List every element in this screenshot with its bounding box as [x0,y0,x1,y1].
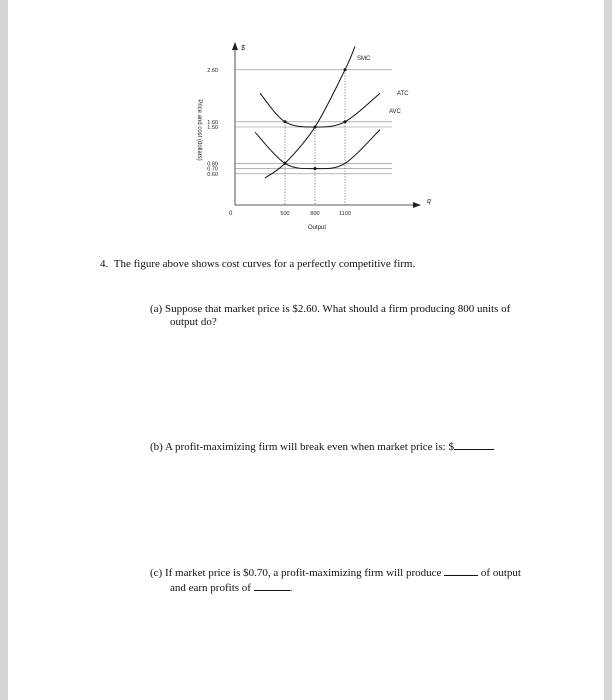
origin-label: 0 [229,211,233,217]
y-tick-label: 1.50 [207,125,218,131]
part-a-line-2: output do? [170,316,217,328]
atc-label: ATC [397,91,409,97]
part-c-profit-blank[interactable] [254,580,290,591]
curve-point [344,68,347,71]
avc-curve [255,130,380,169]
worksheet-page [8,0,604,700]
part-b-answer-blank[interactable] [454,439,494,450]
y-tick-label: 0.70 [207,166,218,173]
part-c-line-2 [150,580,590,595]
part-b [150,439,570,454]
cost-curves [255,46,380,178]
curve-point [314,167,317,170]
part-c-text-1: (c) If market price is $0.70, a profit-maximizing firm will produce [150,567,442,579]
x-axis-arrow [413,202,421,208]
curve-point [314,126,317,129]
part-c-line-1 [150,565,590,580]
y-tick-label: 0.80 [207,161,218,168]
x-axis-label: Output [307,225,327,231]
x-tick-label: 500 [280,211,290,217]
curve-point [284,120,287,123]
curve-point [284,162,287,165]
guide-lines [235,70,392,205]
part-a-line-1: (a) Suppose that market price is $2.60. What should a firm producing 800 units of [150,303,511,315]
y-tick-label: 2.60 [207,67,218,74]
x-tick-label: 1100 [339,211,351,217]
smc-label: SMC [357,56,371,62]
part-a [150,303,570,329]
cost-curves-figure [8,0,604,250]
curve-point [344,120,347,123]
y-tick-label: 1.60 [207,119,218,126]
x-axis-symbol: q [427,198,431,205]
question-4-intro [100,258,570,271]
y-axis-label: Price and cost (dollars) [196,99,202,161]
question-number: 4. [100,258,109,270]
part-c [150,565,590,595]
y-tick-label: 0.60 [207,171,218,178]
part-b-text: (b) A profit-maximizing firm will break even when market price is: $ [150,441,454,453]
part-c-tail: of output [480,567,521,579]
part-c-text-2: and earn profits of [170,582,251,594]
x-tick-label: 800 [310,211,320,217]
part-c-quantity-blank[interactable] [444,565,478,576]
y-axis-symbol: $ [241,45,245,52]
question-intro-text: The figure above shows cost curves for a perfectly competitive firm. [113,258,416,270]
part-c-end: . [289,582,293,594]
x-tick-labels [280,211,351,217]
avc-label: AVC [389,109,401,115]
y-tick-labels [207,68,218,178]
y-axis-arrow [232,42,238,50]
